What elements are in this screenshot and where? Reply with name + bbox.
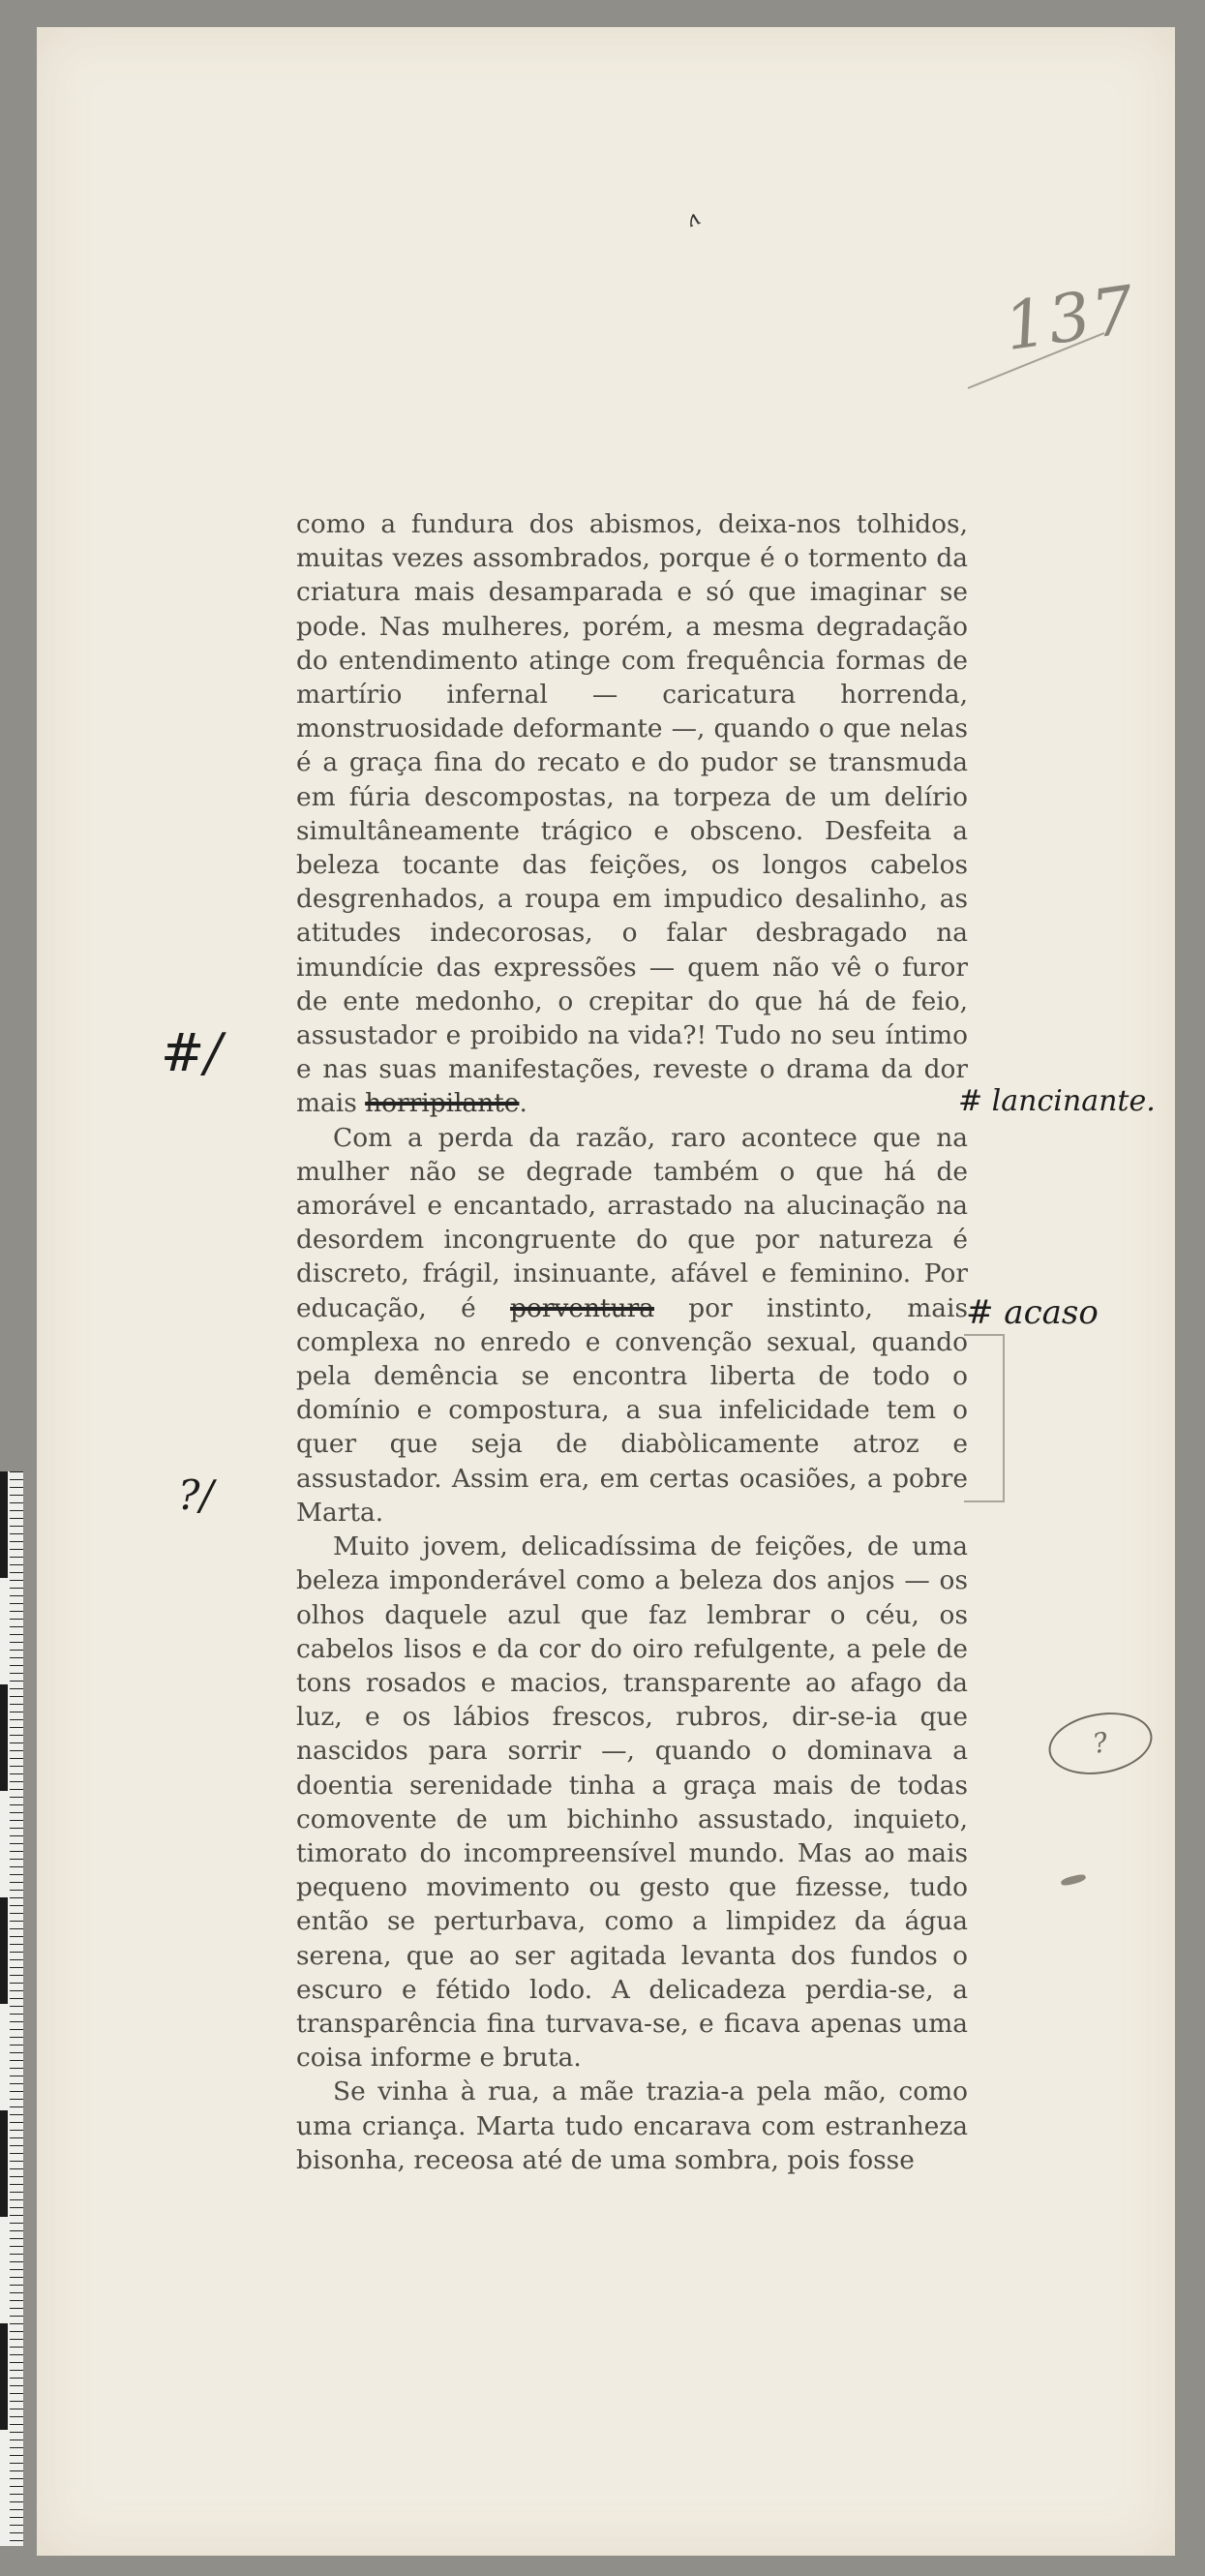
document-page [37,27,1175,2556]
ruler-ticks [10,1471,23,2546]
text-run: Muito jovem, delicadíssima de feições, de uma beleza imponderável como a beleza dos anjos — os olhos daquele azul que faz lembrar o céu, os cabelos lisos e da cor do oiro refulgente, a pele de tons rosados e macios, transparente ao afago da luz, e os lábios frescos, rubros, dir-se-ia que nascidos para sorrir —, quando o dominava a doentia serenidade tinha a graça mais de todas comovente de um bichinho assustado, inquieto, timorato do incompreensível mundo. Mas ao mais pequeno movimento ou gesto que fizesse, tudo então se perturbava, como a limpidez da água serena, que ao ser agitada levanta dos fundos o escuro e fétido lodo. A delicadeza perdia-se, a transparência fina turvava-se, e ficava apenas uma coisa informe e bruta. [296,1531,968,2074]
margin-note-left-top: #/ [161,1022,223,1083]
text-run: como a fundura dos abismos, deixa-nos tolhidos, muitas vezes assombrados, porque é o tormento da criatura mais desamparada e só que imaginar se pode. Nas mulheres, porém, a mesma degradação do entendimento atinge com frequência formas de martírio infernal — caricatura horrenda, monstruosidade deformante —, quando o que nelas é a graça fina do recato e do pudor se transmuda em fúria descompostas, na torpeza de um delírio simultâneamente trágico e obsceno. Desfeita a beleza tocante das feições, os longos cabelos desgrenhados, a roupa em impudico desalinho, as atitudes indecorosas, o falar desbragado na imundície das expressões — quem não vê o furor de ente medonho, o crepitar do que há de feio, assustador e proibido na vida?! Tudo no seu íntimo e nas suas manifestações, reveste o drama da dor mais [296,509,968,1119]
paragraph [296,2075,968,2177]
struck-word: horripilante [365,1088,520,1119]
struck-word: porventura [510,1292,654,1323]
ink-smudge [1060,1873,1086,1887]
text-run: Com a perda da razão, raro acontece que na mulher não se degrade também o que há de amorável e encantado, arrastado na alucinação na desordem incongruente do que por natureza é discreto, frágil, insinuante, afável e feminino. Por educação, é [296,1122,968,1323]
scale-ruler [0,1471,23,2546]
paragraph [296,1121,968,1530]
ruler-band [0,2110,8,2217]
text-run: Se vinha à rua, a mãe trazia-a pela mão, como uma criança. Marta tudo encarava com estranheza bisonha, receosa até de uma sombra, pois fosse [296,2076,968,2175]
margin-bracket [964,1334,1005,1502]
ruler-band [0,1897,8,2004]
margin-note-lancinante: # lancinante. [958,1084,1156,1118]
page-number: 137 [1000,271,1141,367]
text-run: por instinto, mais complexa no enredo e convenção sexual, quando pela demência se encontra liberta de todo o domínio e compostura, a sua infelicidade tem o quer que seja de diabòlicamente atroz e assustador. Assim era, em certas ocasiões, a pobre Marta. [296,1292,968,1528]
pencil-mark: ʌ [683,205,704,233]
ruler-band [0,1684,8,1791]
ruler-band [0,2323,8,2430]
ruler-band [0,1471,8,1578]
paragraph [296,1530,968,2075]
paragraph [296,507,968,1121]
text-run: . [519,1088,527,1119]
query-circle: ? [1043,1705,1157,1782]
body-text [296,507,968,2177]
margin-note-acaso: # acaso [966,1293,1099,1332]
margin-note-left-bottom: ?/ [178,1471,214,1519]
